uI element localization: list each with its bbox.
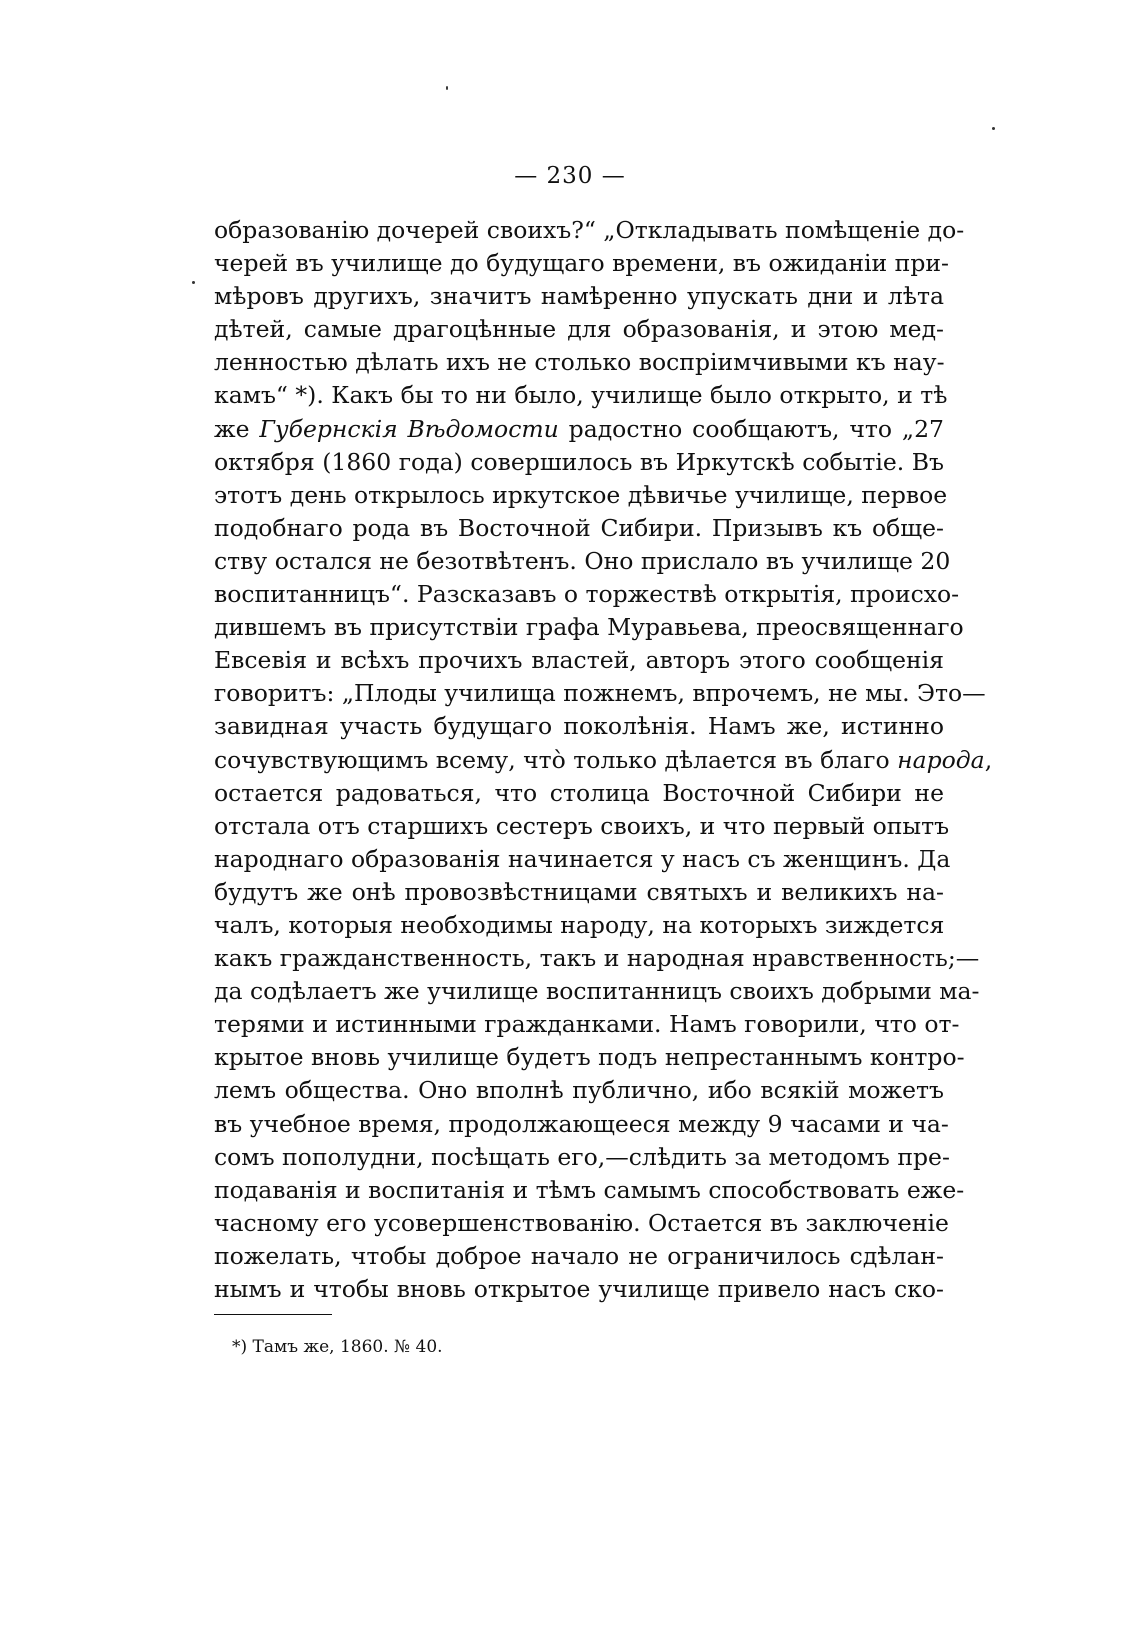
text-segment: дѣтей, самые драгоцѣнные для образованія, и этою мед-	[214, 315, 944, 344]
text-line	[214, 379, 948, 412]
text-line	[214, 1273, 944, 1306]
text-line	[214, 777, 944, 810]
text-line	[214, 1108, 949, 1141]
text-segment: нымъ и чтобы вновь открытое училище привело насъ ско-	[214, 1275, 944, 1303]
text-segment: чалъ, которыя необходимы народу, на которыхъ зиждется	[214, 910, 945, 939]
text-line	[214, 810, 950, 843]
body-text	[214, 214, 993, 1306]
text-line	[214, 677, 986, 710]
text-segment: дившемъ въ присутствіи графа Муравьева, преосвященнаго	[214, 613, 964, 642]
text-segment: терями и истинными гражданками. Намъ говорили, что от-	[214, 1010, 960, 1039]
text-line	[214, 512, 944, 545]
scan-speck	[446, 86, 448, 90]
text-segment: камъ“ *). Какъ бы то ни было, училище было открыто, и тѣ	[214, 381, 948, 410]
text-line	[214, 479, 948, 512]
italic-segment: Губернскія Вѣдомости	[259, 414, 559, 443]
text-line	[214, 545, 951, 578]
text-segment: народнаго образованія начинается у насъ съ женщинъ. Да	[214, 844, 951, 873]
page-number: — 230 —	[514, 163, 626, 189]
text-line	[214, 611, 964, 644]
text-segment: да содѣлаетъ же училище воспитанницъ своихъ добрыми ма-	[214, 977, 980, 1006]
text-segment: ству остался не безотвѣтенъ. Оно прислало въ училище 20	[214, 546, 951, 575]
text-line	[214, 1041, 965, 1074]
text-segment: радостно сообщаютъ, что „27	[558, 414, 945, 443]
text-line	[214, 280, 944, 313]
text-segment: часному его усовершенствованію. Остается въ заключеніе	[214, 1208, 949, 1237]
text-line	[214, 1174, 965, 1207]
scan-speck	[992, 127, 995, 130]
text-segment: подаванія и воспитанія и тѣмъ самымъ способствовать еже-	[214, 1175, 965, 1204]
text-segment: остается радоваться, что столица Восточной Сибири не	[214, 778, 944, 807]
text-line	[214, 1207, 949, 1240]
text-line	[214, 214, 965, 247]
italic-segment: народа	[897, 745, 985, 774]
text-segment: завидная участь будущаго поколѣнія. Намъ же, истинно	[214, 712, 944, 741]
text-line	[214, 413, 944, 446]
text-segment: же	[214, 414, 260, 443]
text-line	[214, 1008, 960, 1041]
text-segment: говоритъ: „Плоды училища пожнемъ, впрочемъ, не мы. Это—	[214, 679, 986, 708]
text-segment: отстала отъ старшихъ сестеръ своихъ, и что первый опытъ	[214, 811, 950, 840]
footnote-divider	[214, 1314, 332, 1315]
footnote: *) Тамъ же, 1860. № 40.	[232, 1337, 443, 1357]
text-segment: черей въ училище до будущаго времени, въ ожиданіи при-	[214, 249, 949, 278]
text-line	[214, 975, 980, 1008]
text-segment: этотъ день открылось иркутское дѣвичье училище, первое	[214, 480, 948, 509]
scan-speck	[192, 281, 195, 284]
text-segment: какъ гражданственность, такъ и народная нравственность;—	[214, 944, 980, 973]
text-segment: сочувствующимъ всему, что̀ только дѣлается въ благо	[214, 745, 898, 774]
text-line	[214, 942, 980, 975]
text-line	[214, 247, 949, 280]
text-line	[214, 1240, 944, 1273]
text-line	[214, 1074, 944, 1107]
text-line	[214, 578, 960, 611]
text-segment: ленностью дѣлать ихъ не столько воспріимчивыми къ нау-	[214, 348, 945, 377]
text-segment: октября (1860 года) совершилось въ Иркутскѣ событіе. Въ	[214, 447, 944, 476]
text-segment: будутъ же онѣ провозвѣстницами святыхъ и великихъ на-	[214, 877, 944, 906]
text-line	[214, 876, 944, 909]
text-segment: лемъ общества. Оно вполнѣ публично, ибо всякій можетъ	[214, 1076, 944, 1105]
text-segment: Евсевія и всѣхъ прочихъ властей, авторъ этого сообщенія	[214, 646, 944, 675]
text-segment: подобнаго рода въ Восточной Сибири. Призывъ къ обще-	[214, 513, 944, 542]
text-line	[214, 843, 951, 876]
text-segment: сомъ пополудни, посѣщать его,—слѣдить за методомъ пре-	[214, 1142, 950, 1171]
text-line	[214, 313, 944, 346]
text-line	[214, 346, 944, 379]
text-segment: воспитанницъ“. Разсказавъ о торжествѣ открытія, происхо-	[214, 580, 960, 609]
text-line	[214, 710, 944, 743]
text-segment: въ учебное время, продолжающееся между 9 часами и ча-	[214, 1109, 949, 1138]
text-segment: пожелать, чтобы доброе начало не ограничилось сдѣлан-	[214, 1241, 944, 1270]
text-segment: крытое вновь училище будетъ подъ непрестаннымъ контро-	[214, 1043, 965, 1072]
text-segment: ,	[984, 745, 993, 774]
text-line	[214, 446, 944, 479]
text-segment: мѣровъ другихъ, значитъ намѣренно упускать дни и лѣта	[214, 282, 944, 311]
text-line	[214, 644, 944, 677]
text-line	[214, 1141, 950, 1174]
text-line	[214, 744, 993, 777]
text-segment: образованію дочерей своихъ?“ „Откладывать помѣщеніе до-	[214, 216, 965, 244]
text-line	[214, 909, 944, 942]
